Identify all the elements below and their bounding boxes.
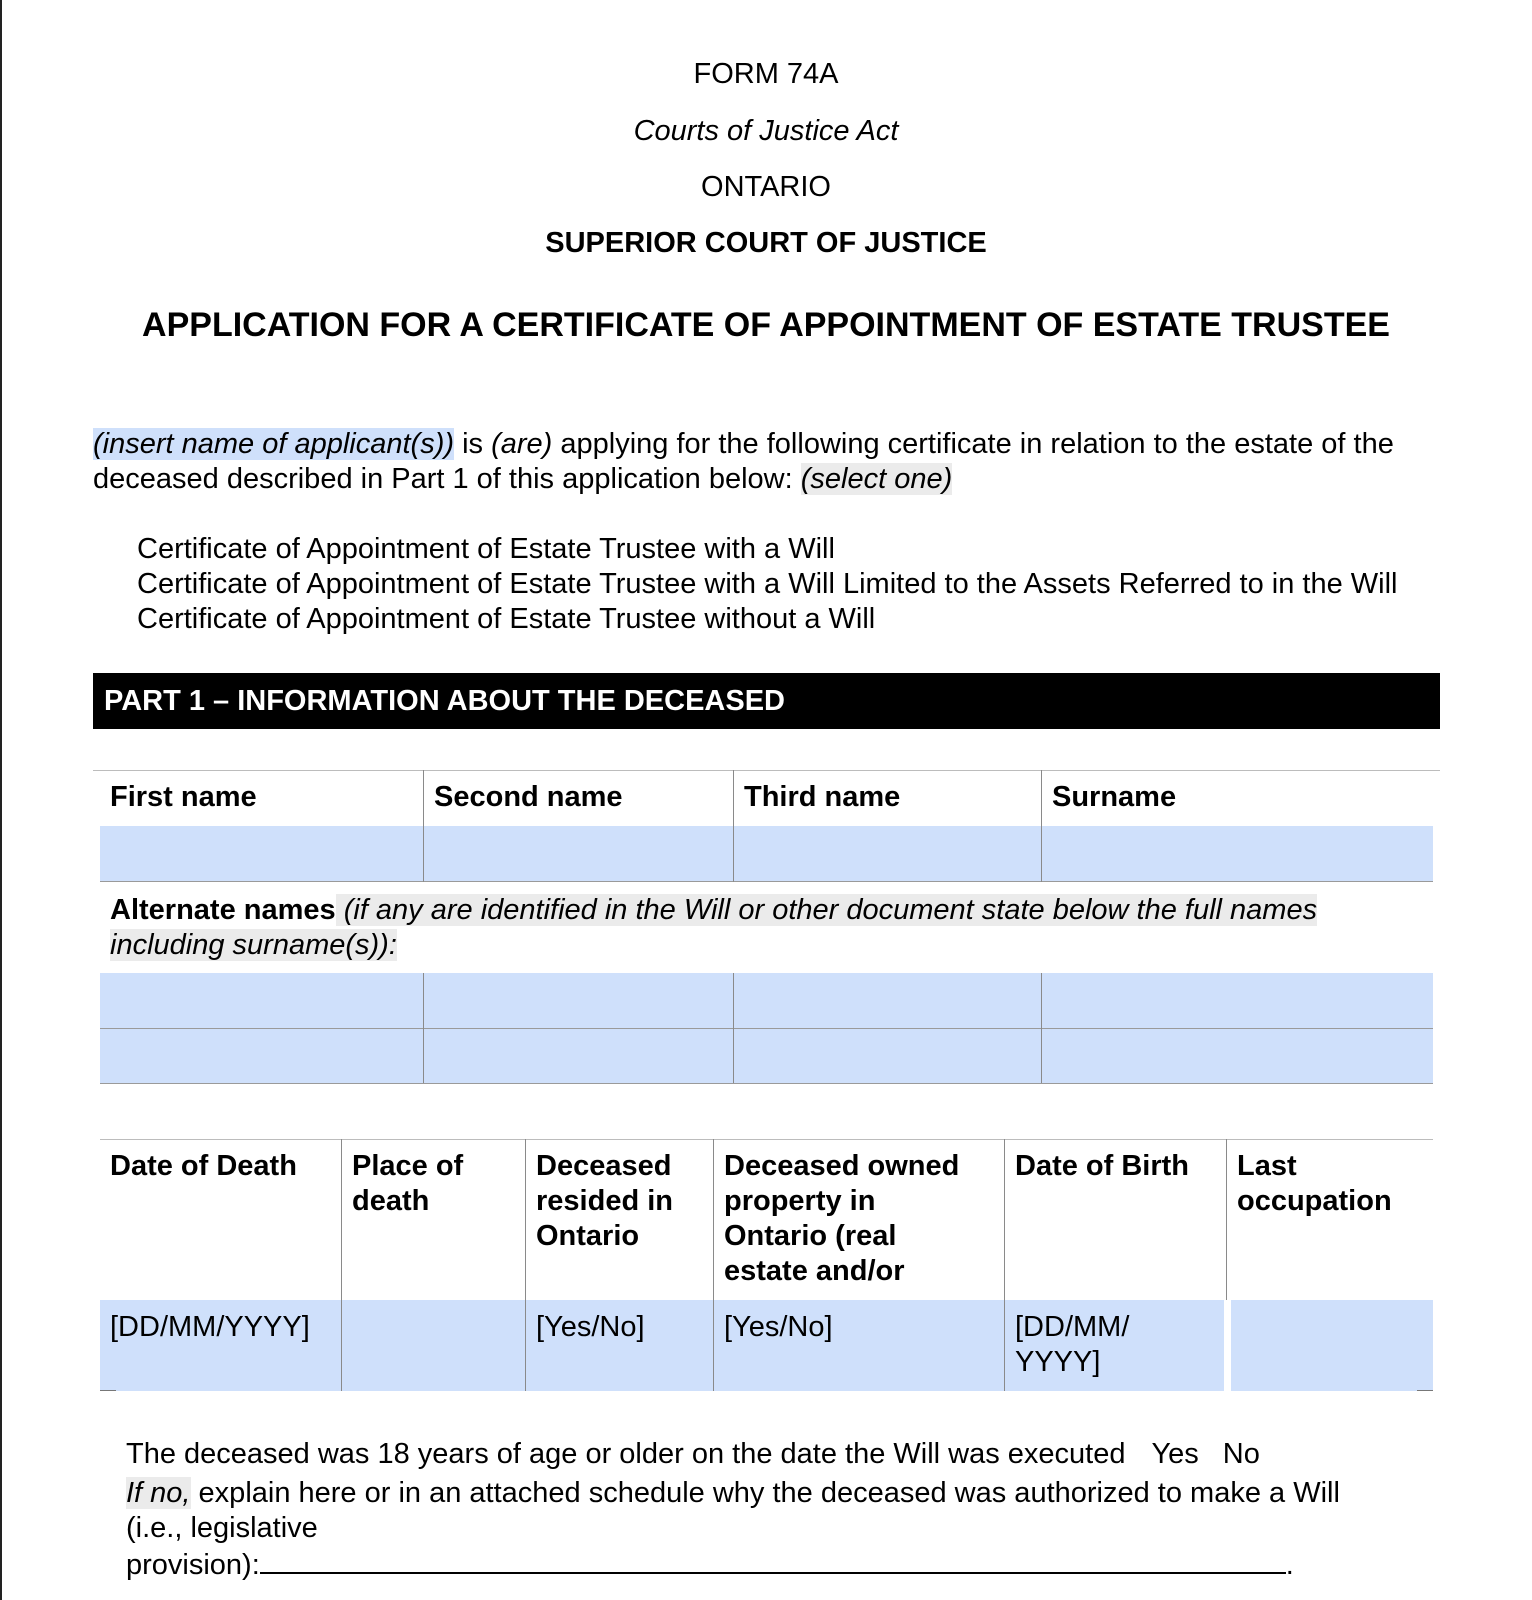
alternate-divider-3 [1041,973,1042,1083]
age-question [126,1437,1456,1583]
if-no-line [126,1476,1456,1511]
details-divider-5 [1226,1139,1227,1300]
col-second-name: Second name [434,781,623,813]
surname-input[interactable] [1042,826,1433,882]
col-resided-ontario [536,1149,673,1254]
details-divider-2 [525,1139,526,1391]
col-surname: Surname [1052,781,1177,813]
provision-label: provision): [126,1549,260,1581]
part1-heading: PART 1 – INFORMATION ABOUT THE DECEASED [93,673,1440,729]
details-divider-4 [1004,1139,1005,1391]
intro-is: is [454,428,492,460]
alternate-name-1-first[interactable] [100,973,423,1028]
place-of-death-input[interactable] [352,1310,522,1380]
alternate-divider-2 [733,973,734,1083]
col-dob-line1: Date of Birth [1015,1150,1189,1182]
provision-end: . [1285,1549,1294,1581]
document-title: APPLICATION FOR A CERTIFICATE OF APPOINTMENT OF ESTATE TRUSTEE [142,306,1390,344]
certificate-options [137,532,1397,637]
names-table-top-border [93,770,1440,771]
age-no-option[interactable]: No [1222,1438,1260,1470]
alternate-names-title: Alternate names [110,894,336,926]
third-name-input[interactable] [734,826,1041,882]
alternate-row-bottom [100,1083,1433,1084]
alternate-names-label [110,893,1410,963]
intro-line-2 [93,462,1453,497]
col-owned-line3: Ontario (real [724,1220,897,1252]
details-divider-3 [713,1139,714,1391]
alternate-names-hint-2: including surname(s)): [110,929,397,961]
court-name: SUPERIOR COURT OF JUSTICE [545,227,987,259]
act-name: Courts of Justice Act [633,115,899,147]
col-date-of-birth [1015,1149,1189,1184]
col-resided-line3: Ontario [536,1220,640,1252]
col-last-occupation [1237,1149,1392,1219]
name-row-bottom-border [100,881,1433,882]
provision-input[interactable] [260,1546,1286,1574]
explain-line-2: (i.e., legislative [126,1512,318,1544]
intro-line-1 [93,427,1453,462]
alternate-divider-1 [423,973,424,1083]
intro-are: (are) [491,428,553,460]
alternate-names-hint: (if any are identified in the Will or other document state below the full names [335,894,1318,926]
col-owned-line4: estate and/or [724,1255,905,1287]
col-place-of-death [352,1149,463,1219]
last-occupation-input[interactable] [1231,1300,1433,1391]
second-name-input[interactable] [424,826,733,882]
dob-value-line2: YYYY] [1015,1346,1101,1378]
age-question-line [126,1437,1456,1472]
names-divider-1 [423,770,424,882]
col-date-of-death-line1: Date of Death [110,1150,297,1182]
explain-line-3 [126,1546,1456,1583]
intro-line2-text: deceased described in Part 1 of this application below: [93,463,801,495]
alternate-name-2-first[interactable] [100,1029,423,1083]
col-owned-line1: Deceased owned [724,1150,960,1182]
col-owned-property [724,1149,959,1300]
age-yes-option[interactable]: Yes [1151,1438,1199,1470]
age-question-text: The deceased was 18 years of age or older on the date the Will was executed [126,1438,1126,1470]
col-place-line1: Place of [352,1150,464,1182]
details-table-top-border [100,1139,1433,1140]
col-resided-line2: resided in [536,1185,673,1217]
owned-property-input[interactable]: [Yes/No] [724,1311,833,1343]
details-divider-1 [341,1139,342,1391]
option-without-will[interactable]: Certificate of Appointment of Estate Trustee without a Will [137,603,876,635]
date-of-death-input[interactable]: [DD/MM/YYYY] [110,1311,310,1343]
col-first-name: First name [110,781,257,813]
col-owned-line2: property in [724,1185,876,1217]
col-place-line2: death [352,1185,430,1217]
first-name-input[interactable] [100,826,423,882]
names-divider-2 [733,770,734,882]
col-resided-line1: Deceased [536,1150,672,1182]
details-bottom-tick-left [100,1390,116,1391]
resided-ontario-input[interactable]: [Yes/No] [536,1311,645,1343]
intro-paragraph [93,427,1453,497]
col-occupation-line2: occupation [1237,1185,1392,1217]
col-date-of-death [110,1149,297,1184]
details-bottom-tick-right [1417,1390,1433,1391]
col-occupation-line1: Last [1237,1150,1297,1182]
col-third-name: Third name [744,781,901,813]
option-with-will-limited[interactable]: Certificate of Appointment of Estate Trustee with a Will Limited to the Assets Referred to in the Will [137,568,1398,600]
date-of-birth-input[interactable] [1015,1310,1129,1380]
province: ONTARIO [701,171,831,203]
form-number: FORM 74A [693,58,839,90]
applicant-name-field[interactable]: (insert name of applicant(s)) [93,428,455,460]
explain-text: explain here or in an attached schedule why the deceased was authorized to make a Will [190,1477,1340,1509]
if-no-label: If no, [126,1477,191,1509]
names-divider-3 [1041,770,1042,882]
select-one-hint: (select one) [800,463,953,495]
dob-value-line1: [DD/MM/ [1015,1311,1130,1343]
option-with-will[interactable]: Certificate of Appointment of Estate Trustee with a Will [137,533,835,565]
intro-line1-rest: applying for the following certificate in relation to the estate of the [552,428,1394,460]
